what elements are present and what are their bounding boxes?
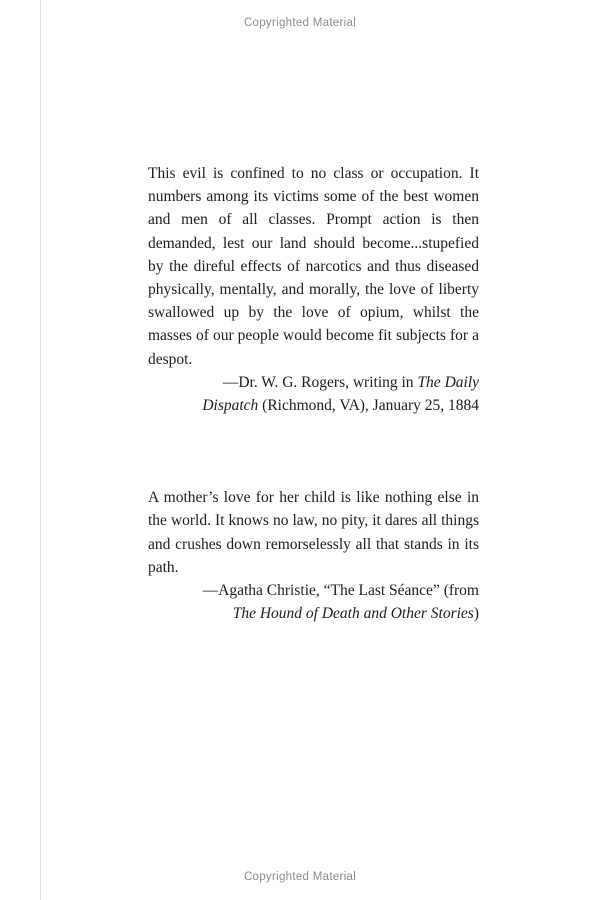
quote-attribution xyxy=(148,371,479,417)
attribution-work-title: The Daily Dispatch xyxy=(202,373,479,415)
attribution-text-suffix: (Richmond, VA), January 25, 1884 xyxy=(258,397,479,415)
attribution-text-prefix: —Agatha Christie, “The Last Séance” (from xyxy=(202,582,479,600)
attribution-text-prefix: —Dr. W. G. Rogers, writing in xyxy=(222,373,418,391)
page-edge-line xyxy=(40,0,41,900)
attribution-work-title: The Hound of Death and Other Stories xyxy=(232,605,474,623)
attribution-text-suffix: ) xyxy=(473,605,479,623)
epigraph-quote-rogers xyxy=(148,162,479,417)
copyright-notice-top: Copyrighted Material xyxy=(243,17,357,29)
quote-body: A mother’s love for her child is like nothing else in the world. It knows no law, no pity, it dares all things and crushes down remorselessly all that stands in its path. xyxy=(148,489,479,576)
quote-body: This evil is confined to no class or occupation. It numbers among its victims some of the best women and men of all classes. Prompt action is then demanded, lest our land should become...stupefied by the direful effects of narcotics and thus diseased physically, mentally, and morally, the love of liberty swallowed up by the love of opium, whilst the masses of our people would become fit subjects for a despot. xyxy=(148,165,479,368)
epigraph-content xyxy=(148,162,479,625)
epigraph-quote-christie xyxy=(148,486,479,625)
quote-attribution xyxy=(148,579,479,625)
copyright-notice-bottom: Copyrighted Material xyxy=(243,871,357,883)
